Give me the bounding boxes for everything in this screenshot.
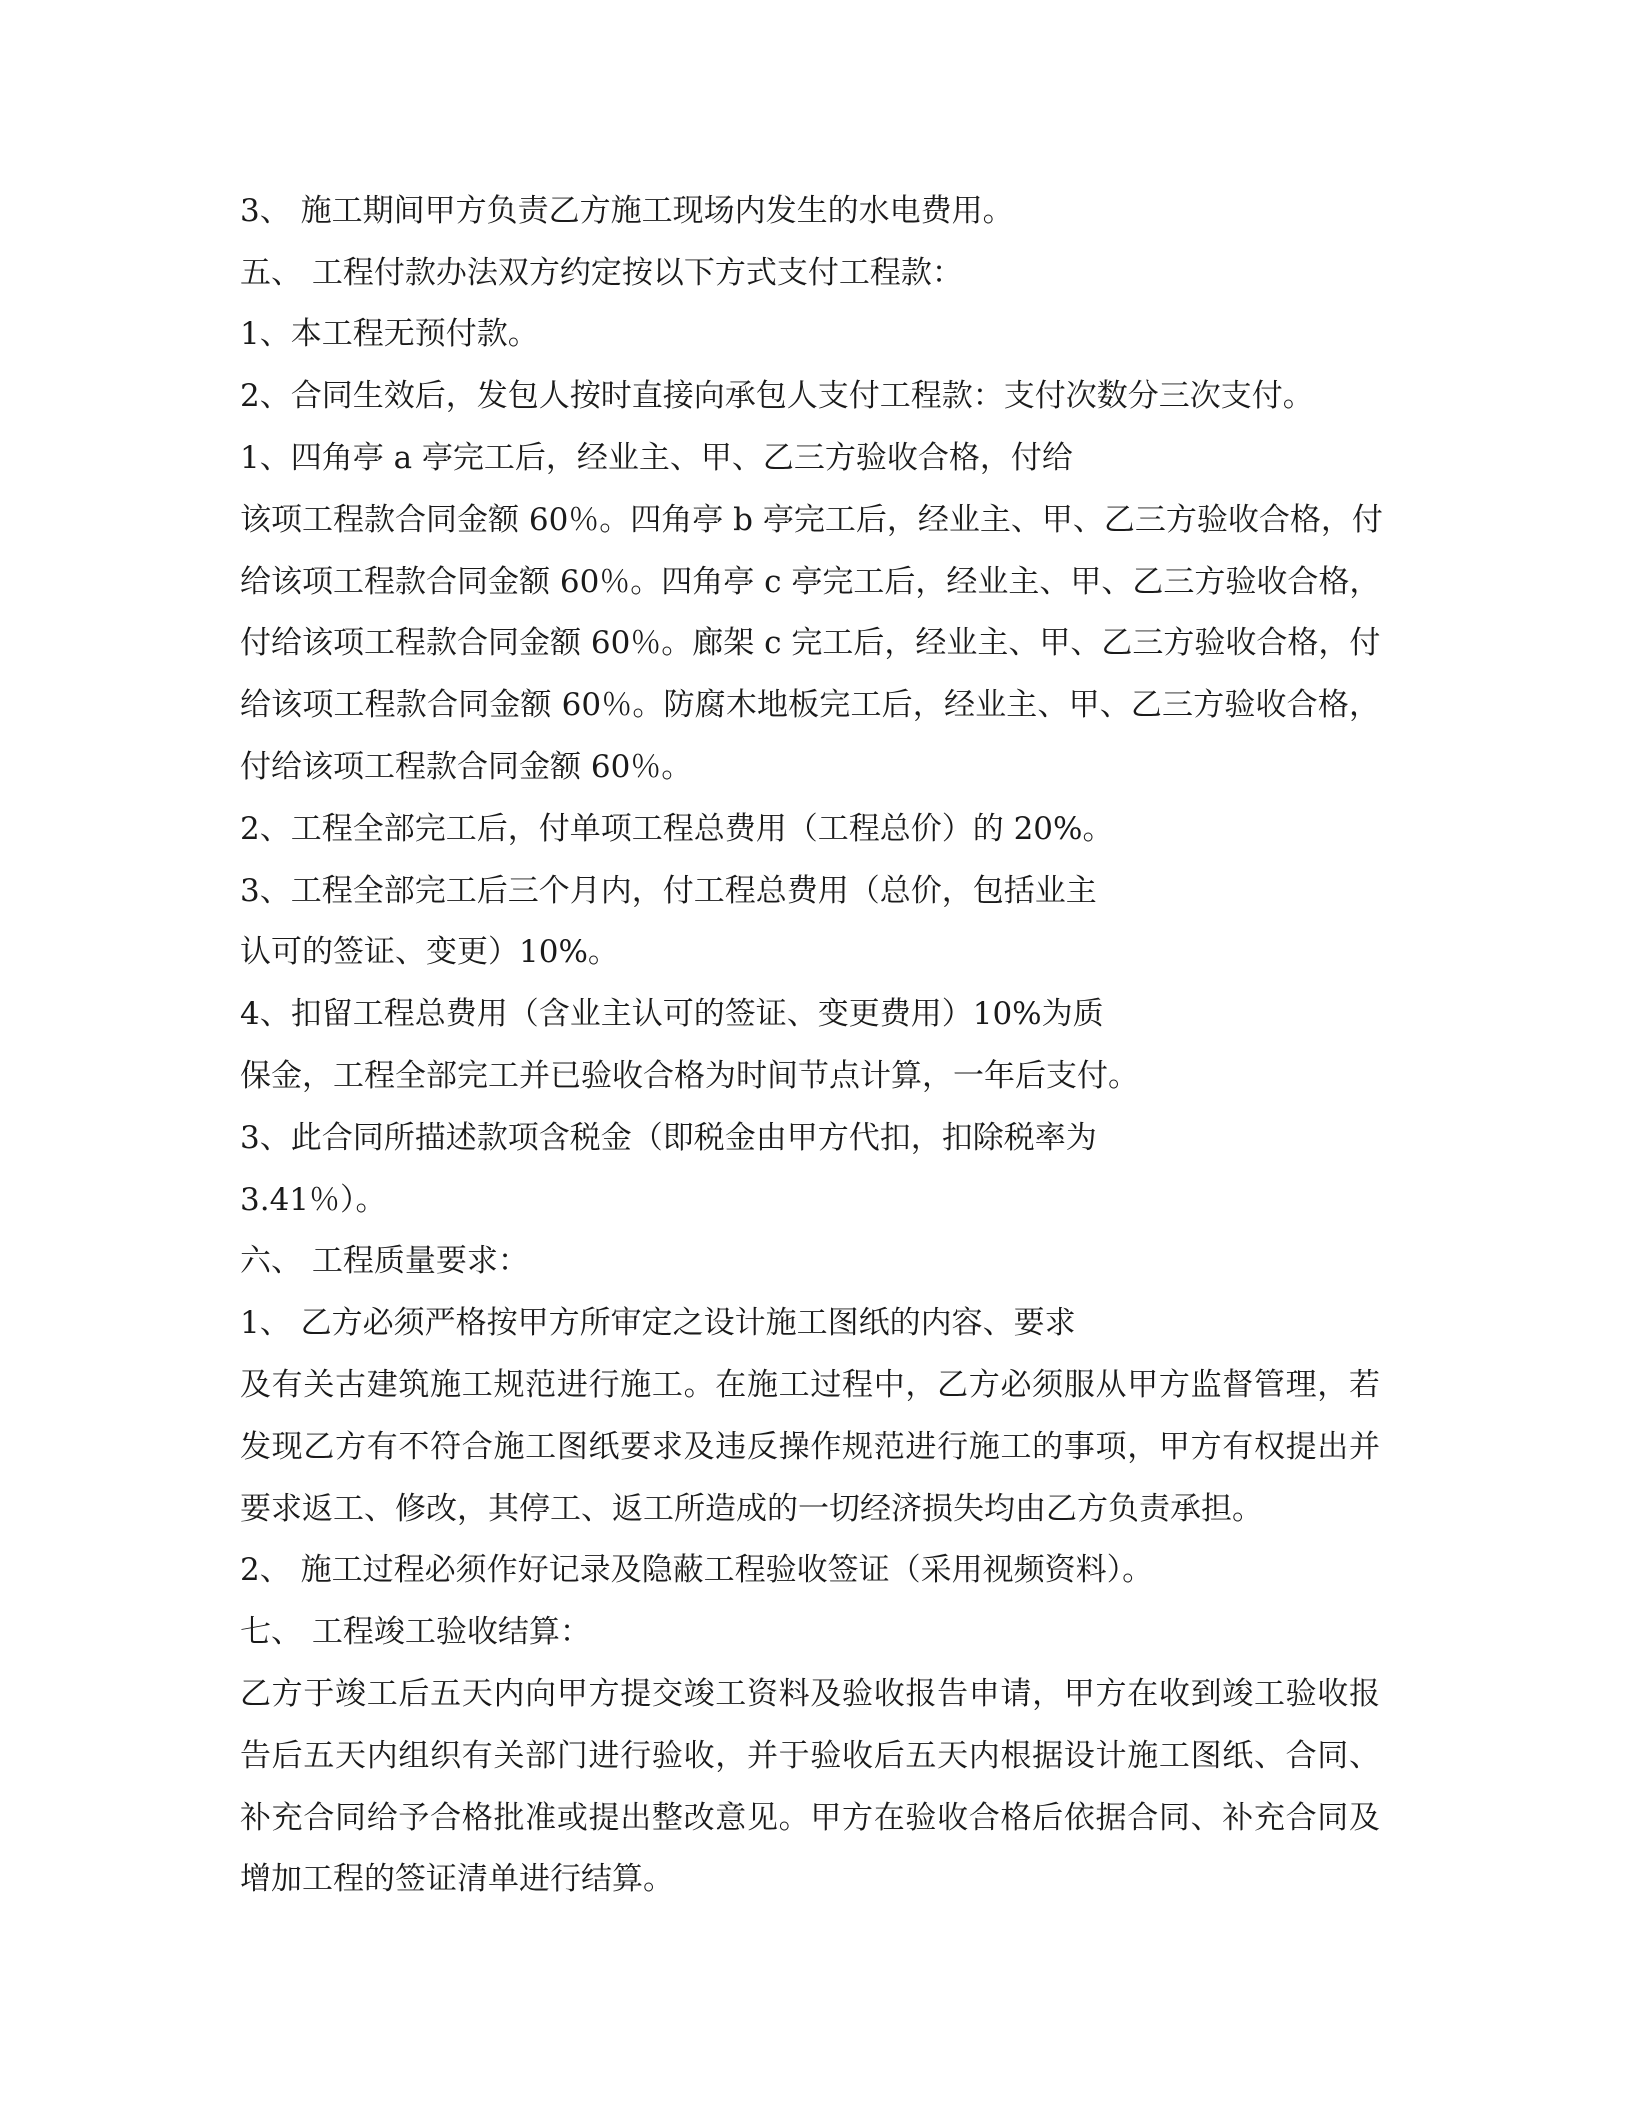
body-line: 该项工程款合同金额 60％。四角亭 b 亭完工后，经业主、甲、乙三方验收合格，付 [240,502,1383,538]
clause-payment-schedule: 2、合同生效后，发包人按时直接向承包人支付工程款：支付次数分三次支付。 [240,378,1314,414]
body-line: 增加工程的签证清单进行结算。 [240,1861,674,1897]
body-line: 3.41％）。 [240,1182,387,1218]
clause-three-months: 3、工程全部完工后三个月内，付工程总费用（总价，包括业主 [240,873,1097,909]
clause-completion-payment: 2、工程全部完工后，付单项工程总费用（工程总价）的 20%。 [240,811,1114,847]
body-line: 付给该项工程款合同金额 60％。 [240,749,693,785]
body-line: 补充合同给予合格批准或提出整改意见。甲方在验收合格后依据合同、补充合同及 [240,1800,1380,1836]
clause-pavilion-a: 1、四角亭 a 亭完工后，经业主、甲、乙三方验收合格，付给 [240,440,1073,476]
clause-tax: 3、此合同所描述款项含税金（即税金由甲方代扣，扣除税率为 [240,1120,1097,1156]
body-line: 付给该项工程款合同金额 60％。廊架 c 完工后，经业主、甲、乙三方验收合格，付 [240,625,1381,661]
clause-retention: 4、扣留工程总费用（含业主认可的签证、变更费用）10%为质 [240,996,1104,1032]
section-7-heading: 七、 工程竣工验收结算： [240,1614,591,1650]
section-6-heading: 六、 工程质量要求： [240,1243,529,1279]
body-line: 给该项工程款合同金额 60％。防腐木地板完工后，经业主、甲、乙三方验收合格， [240,687,1380,723]
body-line: 要求返工、修改，其停工、返工所造成的一切经济损失均由乙方负责承担。 [240,1491,1263,1527]
body-line: 发现乙方有不符合施工图纸要求及违反操作规范进行施工的事项，甲方有权提出并 [240,1429,1380,1465]
body-line: 保金，工程全部完工并已验收合格为时间节点计算，一年后支付。 [240,1058,1139,1094]
clause-quality-1: 1、 乙方必须严格按甲方所审定之设计施工图纸的内容、要求 [240,1305,1076,1341]
clause-quality-2: 2、 施工过程必须作好记录及隐蔽工程验收签证（采用视频资料）。 [240,1552,1154,1588]
clause-no-advance: 1、本工程无预付款。 [240,316,539,352]
section-5-heading: 五、 工程付款办法双方约定按以下方式支付工程款： [240,255,963,291]
body-line: 给该项工程款合同金额 60％。四角亭 c 亭完工后，经业主、甲、乙三方验收合格， [240,564,1381,600]
body-line: 乙方于竣工后五天内向甲方提交竣工资料及验收报告申请，甲方在收到竣工验收报 [240,1676,1380,1712]
body-line: 告后五天内组织有关部门进行验收，并于验收后五天内根据设计施工图纸、合同、 [240,1738,1380,1774]
body-line: 认可的签证、变更）10%。 [240,934,619,970]
clause-3-utilities: 3、 施工期间甲方负责乙方施工现场内发生的水电费用。 [240,193,1014,229]
body-line: 及有关古建筑施工规范进行施工。在施工过程中，乙方必须服从甲方监督管理，若 [240,1367,1380,1403]
